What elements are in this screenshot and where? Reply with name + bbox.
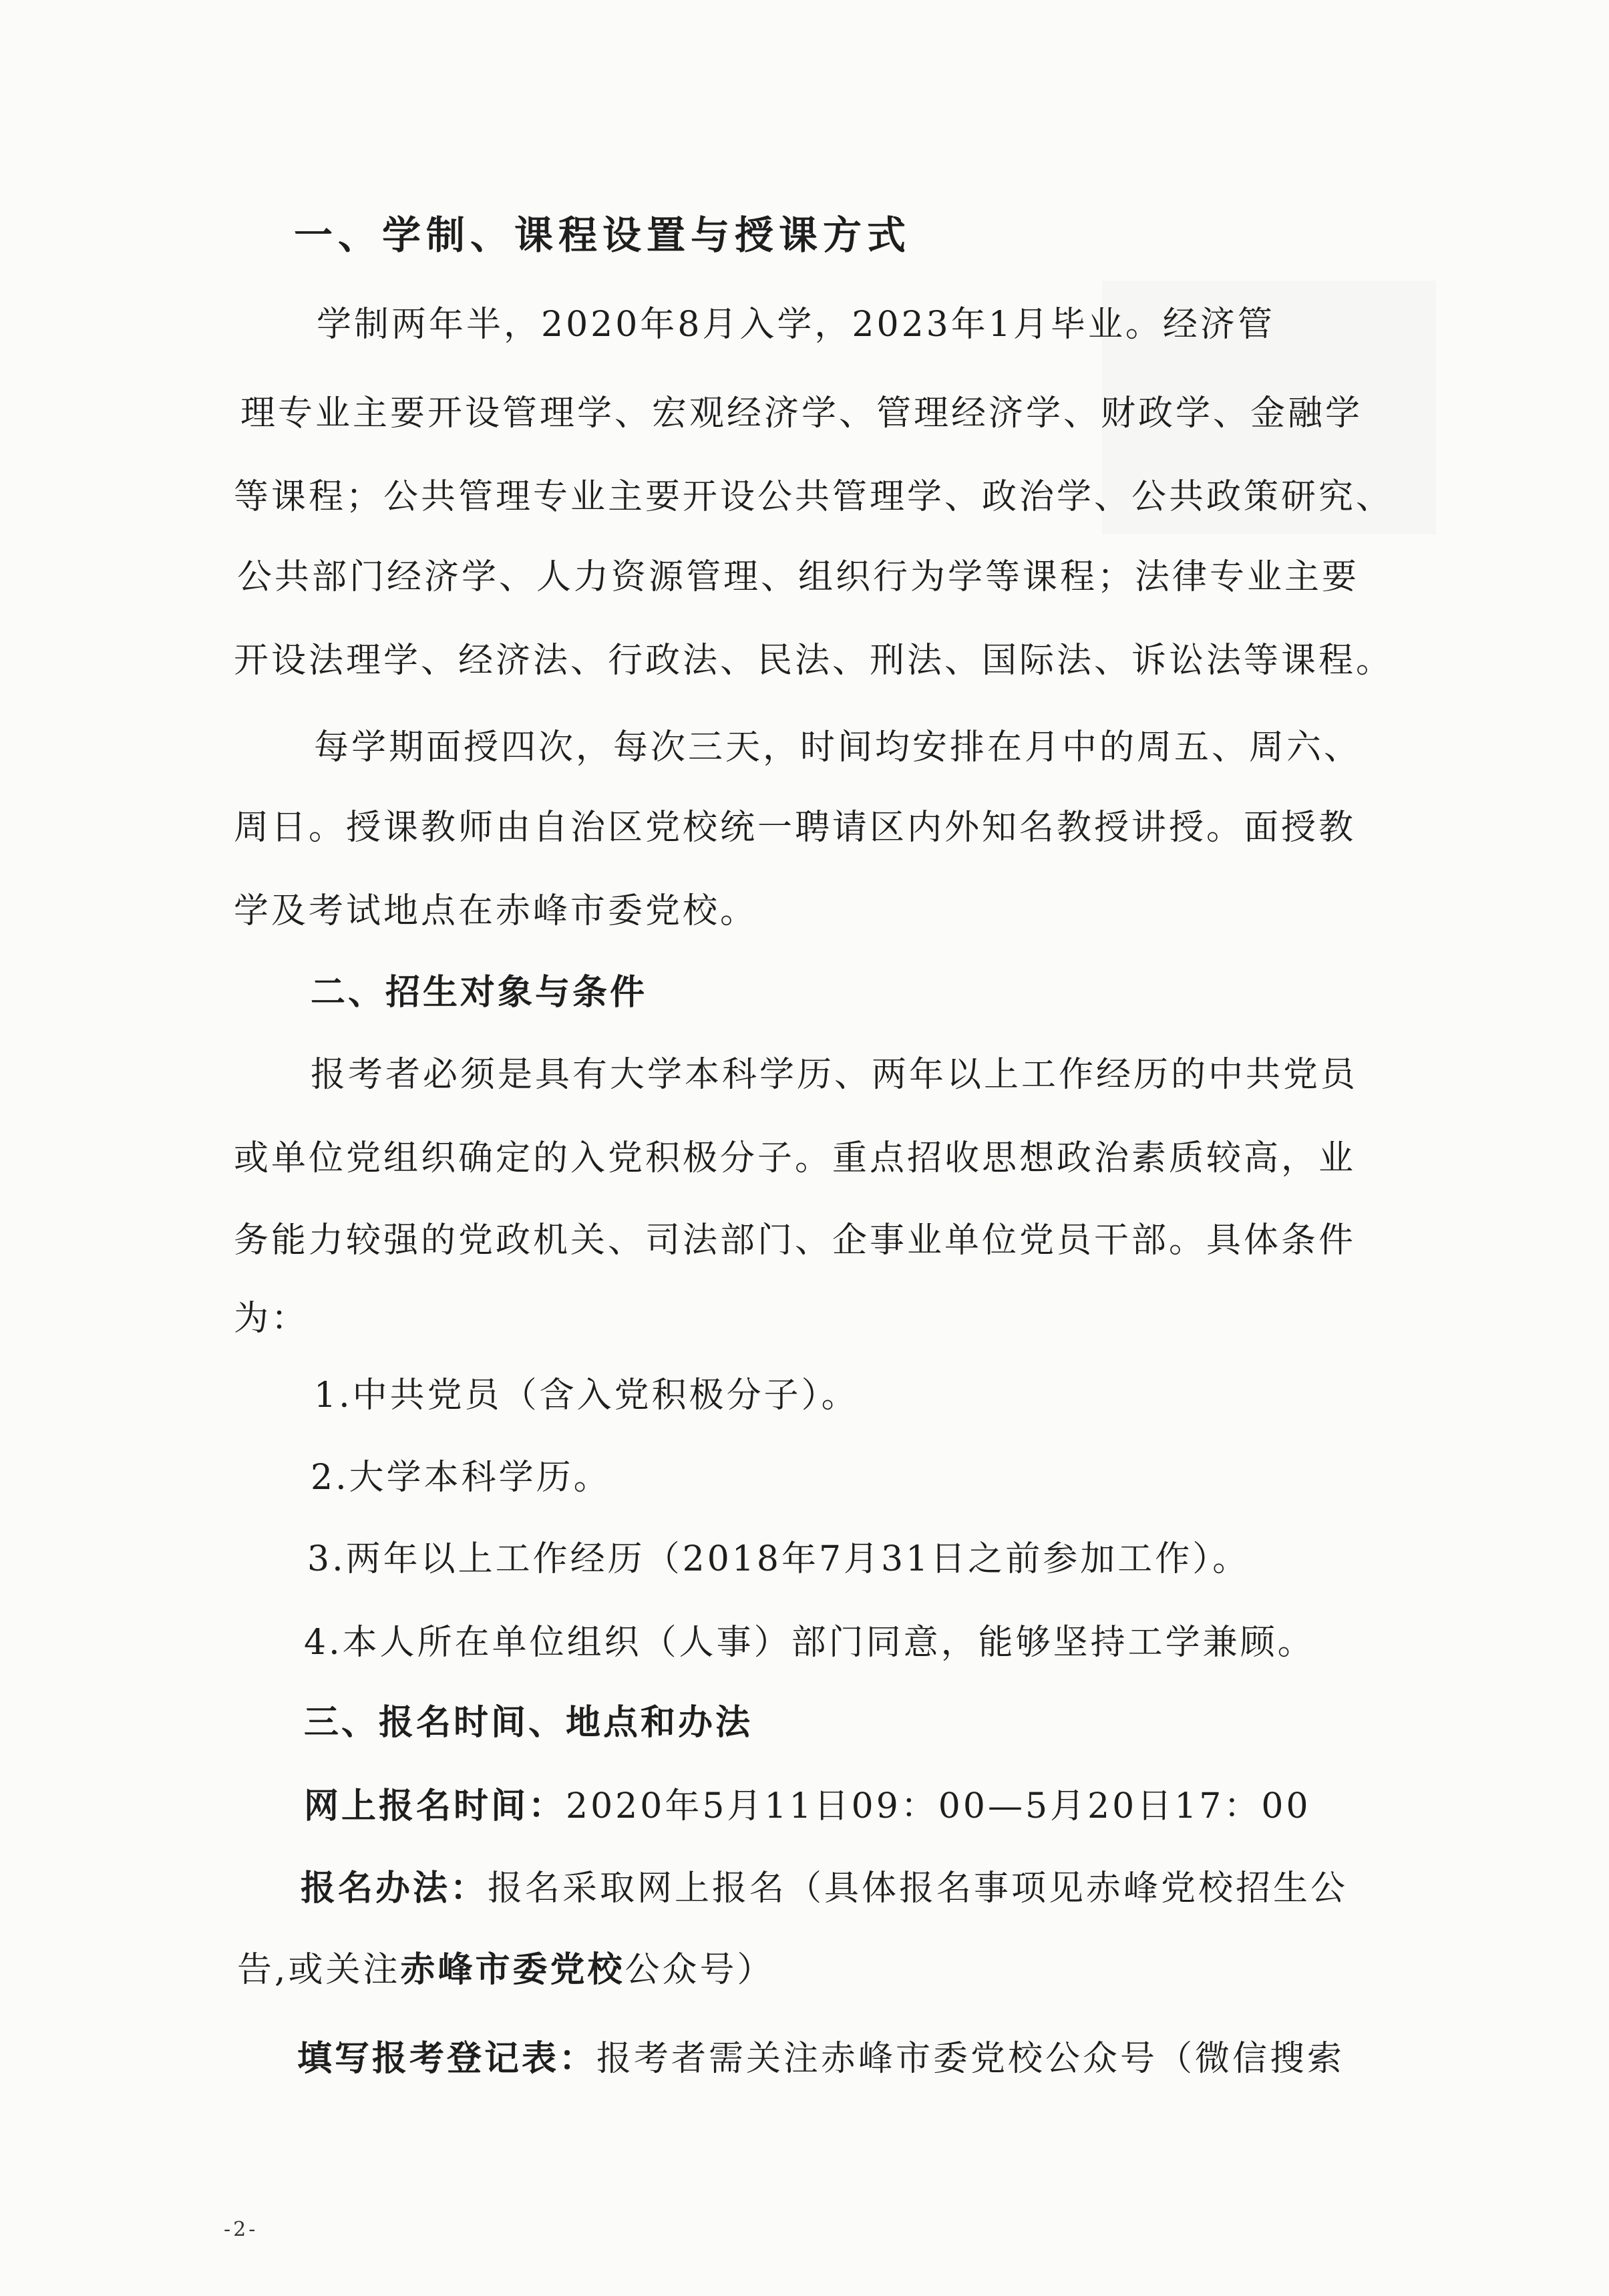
section1-p1-line5: 开设法理学、经济法、行政法、民法、刑法、国际法、诉讼法等课程。: [234, 641, 1394, 681]
section1-p2-line1: 每学期面授四次，每次三天，时间均安排在月中的周五、周六、: [314, 727, 1362, 768]
registration-form-line: [0, 2036, 1609, 2082]
signup-method-text2c: 公众号）: [624, 1950, 775, 1990]
section1-p2-line2: 周日。授课教师由自治区党校统一聘请区内外知名教授讲授。面授教: [234, 808, 1357, 848]
condition-item-2: 2.大学本科学历。: [311, 1458, 611, 1498]
section3-heading: 三、报名时间、地点和办法: [304, 1703, 753, 1743]
party-school-name: 赤峰市委党校: [400, 1950, 625, 1990]
signup-method-text2a: 告,或关注: [237, 1950, 401, 1990]
registration-form-text: 报考者需关注赤峰市委党校公众号（微信搜索: [596, 2039, 1345, 2079]
section1-p1-line2: 理专业主要开设管理学、宏观经济学、管理经济学、财政学、金融学: [240, 393, 1363, 434]
page-number: -2-: [224, 2218, 258, 2241]
section1-p2-line3: 学及考试地点在赤峰市委党校。: [234, 891, 758, 931]
signup-time-line: [0, 1784, 1609, 1829]
section2-heading: 二、招生对象与条件: [311, 973, 648, 1013]
section2-p1-line3: 务能力较强的党政机关、司法部门、企事业单位党员干部。具体条件: [234, 1220, 1357, 1261]
condition-item-4: 4.本人所在单位组织（人事）部门同意，能够坚持工学兼顾。: [304, 1623, 1315, 1663]
condition-item-1: 1.中共党员（含入党积极分子）。: [314, 1375, 859, 1416]
section2-p1-line4: 为：: [234, 1299, 309, 1339]
condition-item-3: 3.两年以上工作经历（2018年7月31日之前参加工作）。: [307, 1539, 1250, 1579]
signup-method-label: 报名办法：: [301, 1868, 488, 1909]
section2-p1-line1: 报考者必须是具有大学本科学历、两年以上工作经历的中共党员: [311, 1055, 1359, 1095]
signup-time-label: 网上报名时间：: [304, 1786, 566, 1826]
signup-time-value: 2020年5月11日09：00—5月20日17：00: [566, 1786, 1311, 1826]
section1-p1-line4: 公共部门经济学、人力资源管理、组织行为学等课程；法律专业主要: [237, 557, 1360, 597]
signup-method-line1: [0, 1866, 1609, 1911]
section2-p1-line2: 或单位党组织确定的入党积极分子。重点招收思想政治素质较高，业: [234, 1138, 1357, 1178]
section1-heading: 一、学制、课程设置与授课方式: [294, 212, 912, 258]
signup-method-text: 报名采取网上报名（具体报名事项见赤峰党校招生公: [488, 1868, 1349, 1909]
signup-method-line2: [0, 1947, 1609, 1993]
section1-p1-line3: 等课程；公共管理专业主要开设公共管理学、政治学、公共政策研究、: [234, 477, 1394, 517]
section1-p1-line1: 学制两年半，2020年8月入学，2023年1月毕业。经济管: [317, 305, 1275, 345]
registration-form-label: 填写报考登记表：: [297, 2039, 597, 2079]
